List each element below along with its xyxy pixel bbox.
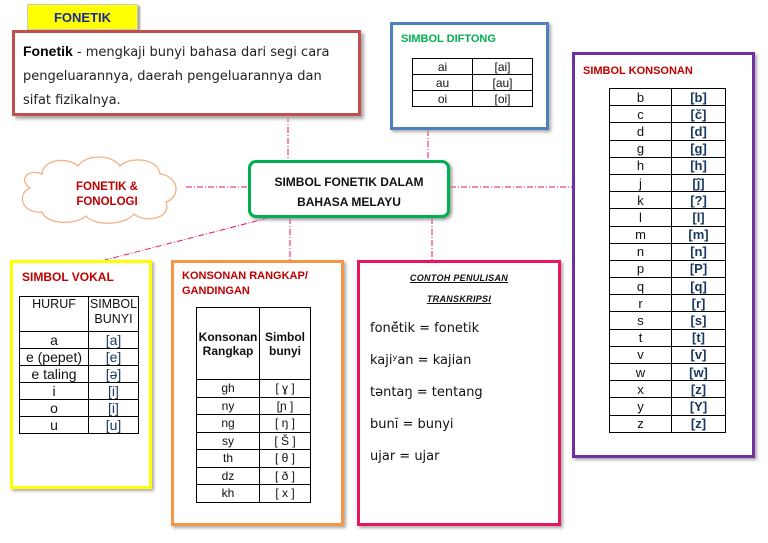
konsonan-row-symbol: [l] (672, 209, 726, 226)
cloud-label (60, 180, 154, 210)
konsonan-row-letter: v (610, 346, 672, 363)
konsonan-row-letter: x (610, 381, 672, 398)
vokal-row-symbol: [u] (89, 417, 139, 434)
contoh-example: bunĭ = bunyi (370, 417, 454, 432)
konsonan-row-symbol: [r] (672, 295, 726, 312)
diftong-table (412, 58, 533, 107)
rangkap-row-letter: kh (197, 485, 260, 503)
konsonan-row-letter: j (610, 174, 672, 191)
konsonan-row-letter: d (610, 123, 672, 140)
konsonan-row-letter: z (610, 415, 672, 432)
rangkap-row (197, 415, 311, 433)
rangkap-row-symbol: [ x ] (260, 485, 311, 503)
diftong-box (390, 22, 549, 130)
konsonan-row-symbol: [t] (672, 329, 726, 346)
rangkap-row-letter: ng (197, 415, 260, 433)
definition-box (12, 30, 361, 116)
rangkap-row (197, 485, 311, 503)
konsonan-title: SIMBOL KONSONAN (583, 65, 693, 77)
cloud-label-line-2: FONOLOGI (76, 196, 138, 208)
konsonan-row-letter: q (610, 278, 672, 295)
vokal-row (20, 400, 139, 417)
konsonan-row-symbol: [ĵ] (672, 174, 726, 191)
definition-term: Fonetik (23, 43, 73, 59)
rangkap-title-line-1: KONSONAN RANGKAP/ (182, 270, 308, 282)
diftong-row-symbol: [ai] (473, 59, 533, 75)
konsonan-row (610, 89, 726, 106)
center-title-line-2: BAHASA MELAYU (297, 195, 401, 209)
contoh-example: ujar = ujar (370, 449, 440, 464)
vokal-row-letter: o (20, 400, 89, 417)
konsonan-row-letter: k (610, 192, 672, 209)
rangkap-row-symbol: [ɲ ] (260, 397, 311, 415)
konsonan-row-letter: n (610, 243, 672, 260)
konsonan-row-letter: g (610, 140, 672, 157)
rangkap-table (196, 307, 311, 503)
center-topic-box (248, 160, 450, 218)
vokal-row-letter: a (20, 332, 89, 349)
vokal-row-letter: e (pepet) (20, 349, 89, 366)
rangkap-title (182, 269, 308, 299)
rangkap-row (197, 380, 311, 398)
diftong-row-letter: ai (413, 59, 473, 75)
rangkap-row-letter: th (197, 450, 260, 468)
diftong-row (413, 59, 533, 75)
konsonan-row (610, 106, 726, 123)
konsonan-row-symbol: [b] (672, 89, 726, 106)
rangkap-title-line-2: GANDINGAN (182, 285, 250, 297)
konsonan-row-symbol: [q] (672, 278, 726, 295)
vokal-row (20, 366, 139, 383)
definition-text: - mengkaji bunyi bahasa dari segi cara pengeluarannya, daerah pengeluarannya dan sifat fizikalnya. (23, 45, 330, 108)
konsonan-row (610, 295, 726, 312)
rangkap-row-symbol: [ ɣ ] (260, 380, 311, 398)
konsonan-row-symbol: [w] (672, 364, 726, 381)
vokal-row-letter: i (20, 383, 89, 400)
rangkap-row-symbol: [ θ ] (260, 450, 311, 468)
rangkap-header-konsonan: Konsonan Rangkap (197, 308, 260, 380)
rangkap-row-letter: gh (197, 380, 260, 398)
konsonan-row-symbol: [P] (672, 260, 726, 277)
konsonan-row (610, 329, 726, 346)
konsonan-row (610, 226, 726, 243)
konsonan-row (610, 346, 726, 363)
contoh-example: kajiʸan = kajian (370, 353, 472, 368)
vokal-row (20, 332, 139, 349)
konsonan-row (610, 174, 726, 191)
rangkap-box (171, 260, 344, 526)
diftong-row-letter: oi (413, 91, 473, 107)
vokal-header-huruf: HURUF (20, 297, 89, 332)
rangkap-row (197, 467, 311, 485)
vokal-row-letter: u (20, 417, 89, 434)
rangkap-row-symbol: [ ð ] (260, 467, 311, 485)
diftong-row-symbol: [au] (473, 75, 533, 91)
konsonan-row-symbol: [v] (672, 346, 726, 363)
konsonan-row-symbol: [m] (672, 226, 726, 243)
vokal-table (19, 296, 139, 434)
vokal-row-letter: e taling (20, 366, 89, 383)
vokal-row (20, 383, 139, 400)
konsonan-box (572, 52, 755, 458)
rangkap-row-letter: sy (197, 432, 260, 450)
contoh-example: foně̆tik = fonetik (370, 321, 480, 336)
vokal-row-symbol: [a] (89, 332, 139, 349)
contoh-box (357, 260, 561, 526)
contoh-title-line-2: TRANSKRIPSI (426, 294, 492, 304)
rangkap-row-letter: dz (197, 467, 260, 485)
fonetik-tag: FONETIK (27, 4, 138, 30)
konsonan-row (610, 278, 726, 295)
contoh-title-line-1: CONTOH PENULISAN (409, 273, 509, 283)
konsonan-row-symbol: [z] (672, 381, 726, 398)
konsonan-row (610, 415, 726, 432)
konsonan-row (610, 192, 726, 209)
vokal-row (20, 417, 139, 434)
konsonan-row (610, 209, 726, 226)
konsonan-row-letter: w (610, 364, 672, 381)
konsonan-row-letter: y (610, 398, 672, 415)
konsonan-table (609, 88, 726, 433)
konsonan-row (610, 140, 726, 157)
konsonan-row-letter: s (610, 312, 672, 329)
contoh-example: təntaŋ = tentang (370, 385, 483, 400)
konsonan-row-symbol: [č] (672, 106, 726, 123)
diftong-title: SIMBOL DIFTONG (401, 33, 496, 45)
konsonan-row (610, 364, 726, 381)
konsonan-row (610, 123, 726, 140)
konsonan-row-letter: r (610, 295, 672, 312)
konsonan-row-symbol: [s] (672, 312, 726, 329)
rangkap-row-symbol: [ Š ] (260, 432, 311, 450)
konsonan-row-letter: c (610, 106, 672, 123)
konsonan-row (610, 312, 726, 329)
vokal-header-simbol: SIMBOL BUNYI (89, 297, 139, 332)
konsonan-row (610, 243, 726, 260)
konsonan-row-symbol: [Y] (672, 398, 726, 415)
konsonan-row-letter: p (610, 260, 672, 277)
konsonan-row-symbol: [d] (672, 123, 726, 140)
center-title-line-1: SIMBOL FONETIK DALAM (274, 175, 424, 189)
diftong-row (413, 91, 533, 107)
konsonan-row-symbol: [z] (672, 415, 726, 432)
konsonan-row-letter: b (610, 89, 672, 106)
rangkap-row-letter: ny (197, 397, 260, 415)
rangkap-row (197, 450, 311, 468)
vokal-row-symbol: [i] (89, 383, 139, 400)
cloud-label-line-1: FONETIK & (76, 181, 138, 193)
rangkap-row (197, 432, 311, 450)
konsonan-row-symbol: [g] (672, 140, 726, 157)
konsonan-row-symbol: [n] (672, 243, 726, 260)
konsonan-row-letter: l (610, 209, 672, 226)
vokal-row (20, 349, 139, 366)
vokal-row-symbol: [ə] (89, 366, 139, 383)
vokal-row-symbol: [i] (89, 400, 139, 417)
konsonan-row-letter: m (610, 226, 672, 243)
konsonan-row (610, 260, 726, 277)
diftong-row-symbol: [oi] (473, 91, 533, 107)
konsonan-row-symbol: [?] (672, 192, 726, 209)
konsonan-row-letter: h (610, 157, 672, 174)
konsonan-row-symbol: [h] (672, 157, 726, 174)
konsonan-row (610, 398, 726, 415)
konsonan-row-letter: t (610, 329, 672, 346)
rangkap-row-symbol: [ ŋ ] (260, 415, 311, 433)
diftong-row (413, 75, 533, 91)
rangkap-row (197, 397, 311, 415)
konsonan-row (610, 381, 726, 398)
konsonan-row (610, 157, 726, 174)
vokal-title: SIMBOL VOKAL (22, 270, 114, 284)
diftong-row-letter: au (413, 75, 473, 91)
vokal-row-symbol: [e] (89, 349, 139, 366)
vokal-box (10, 260, 152, 489)
rangkap-header-simbol: Simbol bunyi (260, 308, 311, 380)
